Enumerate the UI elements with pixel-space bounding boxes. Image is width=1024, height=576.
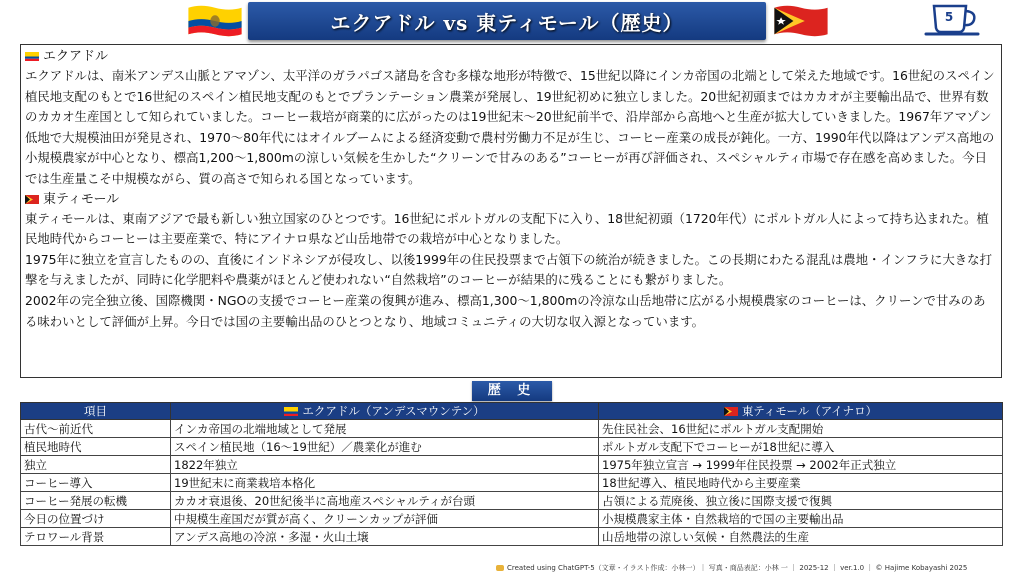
timor-heading-label: 東ティモール: [43, 191, 120, 207]
ecuador-heading: [25, 47, 997, 66]
ecuador-heading-label: エクアドル: [43, 49, 109, 64]
row-timor: ポルトガル支配下でコーヒーが18世紀に導入: [599, 438, 1003, 456]
row-ecuador: アンデス高地の冷涼・多湿・火山土壌: [171, 528, 599, 546]
timor-mini-flag-icon: [724, 407, 738, 416]
row-item: コーヒー導入: [21, 474, 171, 492]
row-item: 今日の位置づけ: [21, 510, 171, 528]
ecuador-flag-icon: [186, 2, 244, 40]
row-item: 独立: [21, 456, 171, 474]
row-item: 植民地時代: [21, 438, 171, 456]
timor-paragraph-3: 2002年の完全独立後、国際機関・NGOの支援でコーヒー産業の復興が進み、標高1,300〜1,800mの冷涼な山岳地帯に広がる小規模農家のコーヒーは、クリーンで甘みのある味わいとして評価が上昇。今日では国の主要輸出品のひとつとなり、地域コミュニティの大切な収入源となっています。: [25, 292, 986, 329]
ecuador-mini-flag-icon: [284, 407, 298, 416]
row-timor: 1975年独立宣言 → 1999年住民投票 → 2002年正式独立: [599, 456, 1003, 474]
table-row: [21, 528, 1003, 546]
row-timor: 18世紀導入、植民地時代から主要産業: [599, 474, 1003, 492]
timor-mini-flag-icon: [25, 195, 39, 204]
table-row: [21, 492, 1003, 510]
east-timor-flag-icon: [772, 2, 830, 40]
footer-credits: [496, 563, 967, 573]
page-title-bar: [248, 2, 766, 40]
ecuador-paragraph: エクアドルは、南米アンデス山脈とアマゾン、太平洋のガラパゴス諸島を含む多様な地形が特徴で、15世紀以降にインカ帝国の北端として栄えた地域です。16世紀のスペイン植民地支配のもとで16世紀のスペイン植民地支配のもとでプランテーション農業が発展し、19世紀初めに独立しました。20世紀初頭まではカカオが主要輸出品で、世界有数のカカオ生産国として知られていました。コーヒー栽培が商業的に広がったのは19世紀末〜20世紀前半で、沿岸部から高地へと生産が拡大していきました。1967年アマゾン低地で大規模油田が発見され、1970〜80年代にはオイルブームによる経済変動で農村労働力不足が生じ、コーヒー産業の成長が鈍化。一方、1990年代以降はアンデス高地の小規模農家が中心となり、標高1,200〜1,800mの涼しい気候を生かした“クリーンで甘みのある”コーヒーが再び評価され、スペシャルティ市場で存在感を高めました。今日では生産量こそ中規模ながら、質の高さで知られる国となっています。: [25, 68, 995, 186]
row-item: 古代〜前近代: [21, 420, 171, 438]
table-row: [21, 420, 1003, 438]
history-label: 歴 史: [472, 381, 552, 401]
row-item: テロワール背景: [21, 528, 171, 546]
row-timor: 山岳地帯の涼しい気候・自然農法的生産: [599, 528, 1003, 546]
row-timor: 小規模農家主体・自然栽培的で国の主要輸出品: [599, 510, 1003, 528]
footer-text: Created using ChatGPT-5（文章・イラスト作成：小林一）｜ 写真・商品表記：小林 一 ｜ 2025-12 ｜ ver.1.0 ｜ © Hajime Kobayashi 2025: [507, 564, 968, 572]
row-timor: 占領による荒廃後、独立後に国際支援で復興: [599, 492, 1003, 510]
row-ecuador: カカオ衰退後、20世紀後半に高地産スペシャルティが台頭: [171, 492, 599, 510]
main-text-box: [20, 44, 1002, 378]
page-number: 5: [944, 10, 954, 24]
hand-icon: [496, 565, 504, 571]
ecuador-mini-flag-icon: [25, 52, 39, 61]
row-item: コーヒー発展の転機: [21, 492, 171, 510]
row-ecuador: 19世紀末に商業栽培本格化: [171, 474, 599, 492]
header-ecuador: エクアドル（アンデスマウンテン）: [171, 403, 599, 420]
row-ecuador: スペイン植民地（16〜19世紀）／農業化が進む: [171, 438, 599, 456]
row-ecuador: 1822年独立: [171, 456, 599, 474]
history-table: [20, 402, 1003, 546]
timor-heading: [25, 190, 997, 209]
table-row: [21, 474, 1003, 492]
table-header-row: [21, 403, 1003, 420]
row-timor: 先住民社会、16世紀にポルトガル支配開始: [599, 420, 1003, 438]
table-row: [21, 438, 1003, 456]
table-row: [21, 510, 1003, 528]
header-timor: 東ティモール（アイナロ）: [599, 403, 1003, 420]
header-item: 項目: [21, 403, 171, 420]
timor-paragraph-1: 東ティモールは、東南アジアで最も新しい独立国家のひとつです。16世紀にポルトガルの支配下に入り、18世紀初頭（1720年代）にポルトガル人によって持ち込まれた。植民地時代からコーヒーは主要産業で、特にアイナロ県など山岳地帯での栽培が中心となりました。: [25, 210, 989, 247]
row-ecuador: 中規模生産国だが質が高く、クリーンカップが評価: [171, 510, 599, 528]
row-ecuador: インカ帝国の北端地域として発展: [171, 420, 599, 438]
timor-paragraph-2: 1975年に独立を宣言したものの、直後にインドネシアが侵攻し、以後1999年の住民投票まで占領下の統治が続きました。この長期にわたる混乱は農地・インフラに大きな打撃を与えましたが、同時に化学肥料や農薬がほとんど使われない“自然栽培”のコーヒーが結果的に残ることにも繋がりました。: [25, 251, 992, 288]
table-row: [21, 456, 1003, 474]
page-title: エクアドル vs 東ティモール（歴史）: [330, 10, 684, 35]
